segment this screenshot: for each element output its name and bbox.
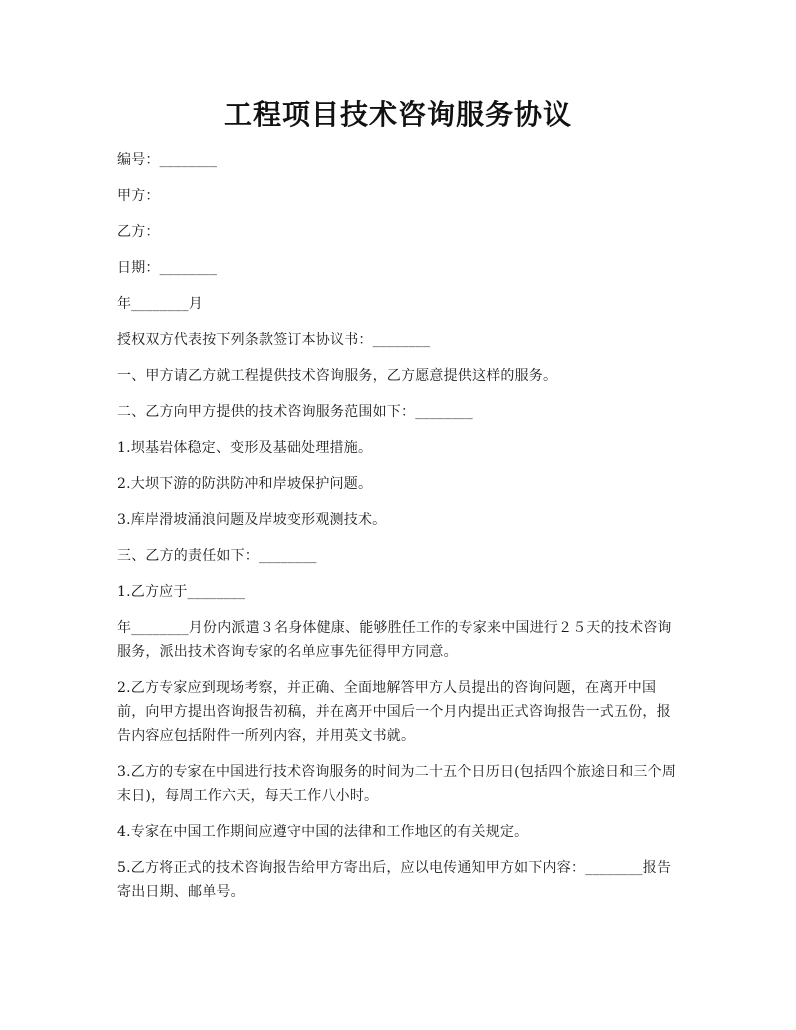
clause-3-item-1-continued: 年________月份内派遣３名身体健康、能够胜任工作的专家来中国进行２５天的技术咨询服务，派出技术咨询专家的名单应事先征得甲方同意。 bbox=[117, 620, 672, 660]
clause-3-item-1: 1.乙方应于________ bbox=[117, 584, 246, 600]
clause-1: 一、甲方请乙方就工程提供技术咨询服务，乙方愿意提供这样的服务。 bbox=[117, 368, 558, 384]
party-a-line: 甲方： bbox=[117, 188, 160, 204]
party-b-line: 乙方： bbox=[117, 224, 160, 240]
document-body bbox=[117, 148, 683, 916]
clause-2-heading: 二、乙方向甲方提供的技术咨询服务范围如下：________ bbox=[117, 404, 473, 420]
date-line: 日期：________ bbox=[117, 260, 218, 276]
year-month-line: 年________月 bbox=[117, 296, 203, 312]
clause-2-item-3: 3.库岸滑坡涌浪问题及岸坡变形观测技术。 bbox=[117, 512, 387, 528]
authorization-paragraph: 授权双方代表按下列条款签订本协议书：________ bbox=[117, 332, 431, 348]
clause-2-item-2: 2.大坝下游的防洪防冲和岸坡保护问题。 bbox=[117, 476, 373, 492]
clause-3-heading: 三、乙方的责任如下：________ bbox=[117, 548, 317, 564]
clause-3-item-3: 3.乙方的专家在中国进行技术咨询服务的时间为二十五个日历日(包括四个旅途日和三个周末日)，每周工作六天，每天工作八小时。 bbox=[117, 764, 677, 804]
clause-2-item-1: 1.坝基岩体稳定、变形及基础处理措施。 bbox=[117, 440, 373, 456]
clause-3-item-5: 5.乙方将正式的技术咨询报告给甲方寄出后，应以电传通知甲方如下内容：________报告寄出日期、邮单号。 bbox=[117, 860, 672, 900]
clause-3-item-4: 4.专家在中国工作期间应遵守中国的法律和工作地区的有关规定。 bbox=[117, 824, 529, 840]
contract-number-line: 编号：________ bbox=[117, 152, 218, 168]
document-title: 工程项目技术咨询服务协议 bbox=[223, 98, 572, 131]
clause-3-item-2: 2.乙方专家应到现场考察，并正确、全面地解答甲方人员提出的咨询问题，在离开中国前，向甲方提出咨询报告初稿，并在离开中国后一个月内提出正式咨询报告一式五份，报告内容应包括附件一所列内容，并用英文书就。 bbox=[117, 680, 671, 744]
